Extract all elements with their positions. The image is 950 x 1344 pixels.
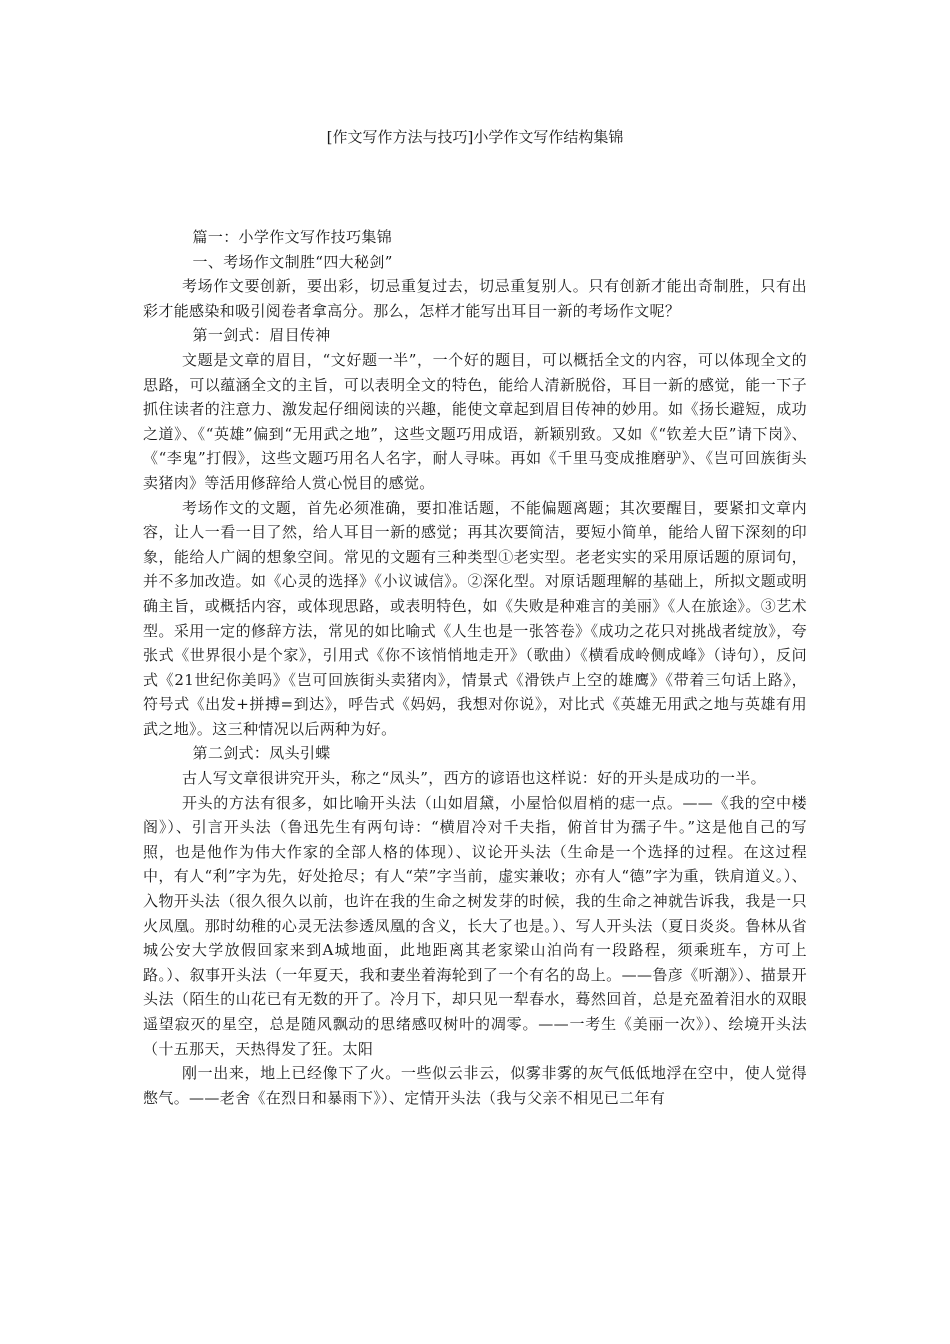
- paragraph-intro: 考场作文要创新，要出彩，切忌重复过去，切忌重复别人。只有创新才能出奇制胜，只有出彩才能感染和吸引阅卷者拿高分。那么，怎样才能写出耳目一新的考场作文呢？: [143, 277, 807, 320]
- sword2-title: 第二剑式：凤头引蝶: [192, 744, 331, 763]
- subsection-title: 一、考场作文制胜“四大秘剑”: [192, 252, 393, 271]
- paragraph-sword2-2: 开头的方法有很多，如比喻开头法（山如眉黛，小屋恰似眉梢的痣一点。——《我的空中楼阁》）、引言开头法（鲁迅先生有两句诗：“横眉冷对千夫指，俯首甘为孺子牛。”这是他自己的写照，也是他作为伟大作家的全部人格的体现）、议论开头法（生命是一个选择的过程。在这过程中，有人“利”字为先，好处抢尽；有人“荣”字当前，虚实兼收；亦有人“德”字为重，铁肩道义。）、入物开头法（很久很久以前，也许在我的生命之树发芽的时候，我的生命之神就告诉我，我是一只火凤凰。那时幼稚的心灵无法参透凤凰的含义，长大了也是。）、写人开头法（夏日炎炎。鲁林从省城公安大学放假回家来到A城地面，此地距离其老家梁山泊尚有一段路程，须乘班车，方可上路。）、叙事开头法（一年夏天，我和妻坐着海轮到了一个有名的岛上。——鲁彦《听潮》）、描景开头法（陌生的山花已有无数的开了。冷月下，却只见一犁春水，蓦然回首，总是充盈着泪水的双眼遥望寂灭的星空，总是随风飘动的思绪感叹树叶的凋零。——一考生《美丽一次》）、绘境开头法（十五那天，天热得发了狂。太阳: [143, 793, 807, 1058]
- paragraph-sword1-1: 文题是文章的眉目，“文好题一半”，一个好的题目，可以概括全文的内容，可以体现全文的思路，可以蕴涵全文的主旨，可以表明全文的特色，能给人清新脱俗，耳目一新的感觉，能一下子抓住读者的注意力、激发起仔细阅读的兴趣，能使文章起到眉目传神的妙用。如《扬长避短，成功之道》、《“英雄”偏到“无用武之地”，这些文题巧用成语，新颖别致。又如《“钦差大臣”请下岗》、《“李鬼”打假》，这些文题巧用名人名字，耐人寻味。再如《千里马变成推磨驴》、《岂可回族街头卖猪肉》等活用修辞给人赏心悦目的感觉。: [143, 350, 807, 492]
- paragraph-sword1-2: 考场作文的文题，首先必须准确，要扣准话题，不能偏题离题；其次要醒目，要紧扣文章内容，让人一看一目了然，给人耳目一新的感觉；再其次要简洁，要短小简单，能给人留下深刻的印象，能给人广阔的想象空间。常见的文题有三种类型①老实型。老老实实的采用原话题的原词句，并不多加改造。如《心灵的选择》《小议诚信》。②深化型。对原话题理解的基础上，所拟文题或明确主旨，或概括内容，或体现思路，或表明特色，如《失败是种难言的美丽》《人在旅途》。③艺术型。采用一定的修辞方法，常见的如比喻式《人生也是一张答卷》《成功之花只对挑战者绽放》，夸张式《世界很小是个家》，引用式《你不该悄悄地走开》（歌曲）《横看成岭侧成峰》（诗句），反问式《21世纪你美吗》《岂可回族街头卖猪肉》，情景式《滑铁卢上空的雄鹰》《带着三句话上路》，符号式《出发+拼搏=到达》，呼告式《妈妈，我想对你说》，对比式《英雄无用武之地与英雄有用武之地》。这三种情况以后两种为好。: [143, 498, 807, 738]
- document-body: [143, 225, 807, 1110]
- sword1-title: 第一剑式：眉目传神: [192, 326, 331, 345]
- section-title: 篇一：小学作文写作技巧集锦: [192, 228, 393, 246]
- paragraph-sword2-1: 古人写文章很讲究开头，称之“凤头”，西方的谚语也这样说：好的开头是成功的一半。: [182, 769, 766, 788]
- paragraph-sword2-3: 刚一出来，地上已经像下了火。一些似云非云，似雾非雾的灰气低低地浮在空中，使人觉得憋气。——老舍《在烈日和暴雨下》）、定情开头法（我与父亲不相见已二年有: [143, 1064, 807, 1107]
- document-title: [作文写作方法与技巧]小学作文写作结构集锦: [326, 128, 624, 146]
